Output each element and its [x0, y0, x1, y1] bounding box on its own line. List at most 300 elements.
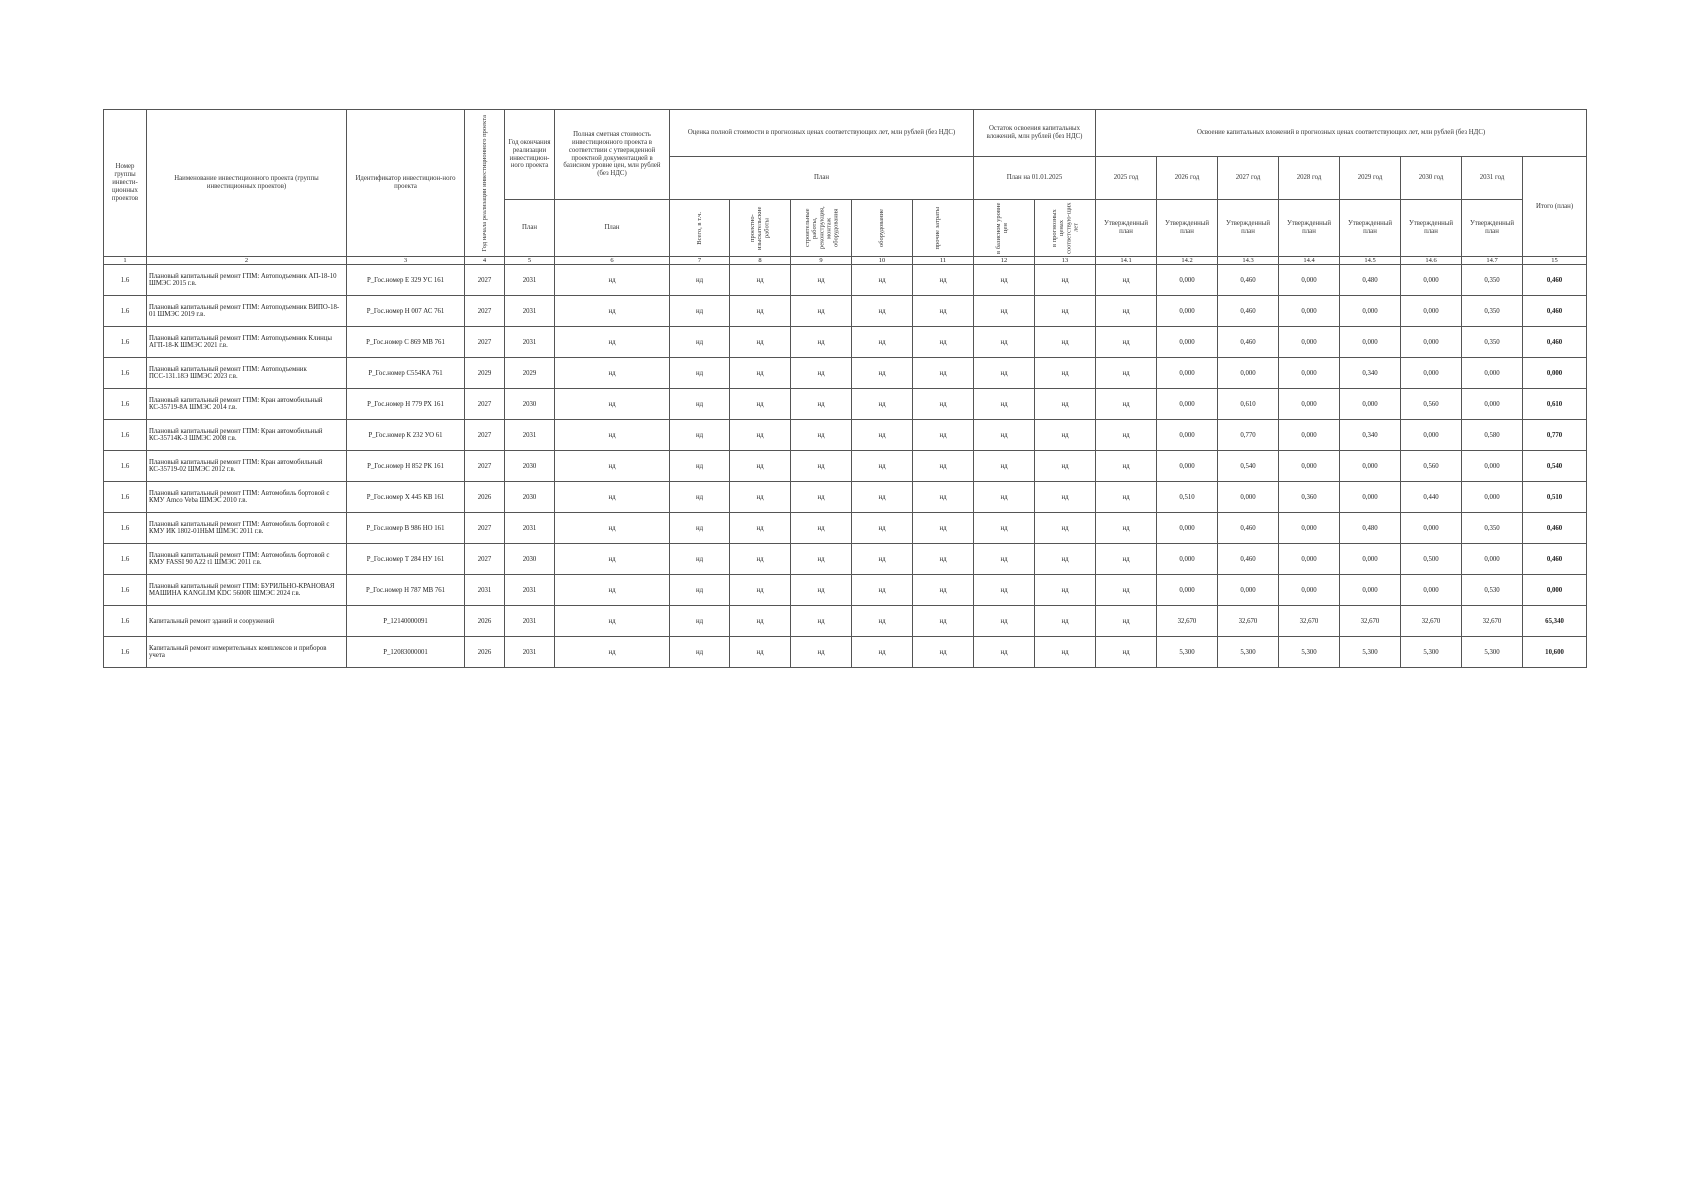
start-year-cell: 2026 [465, 606, 505, 637]
end-year-cell: 2031 [505, 296, 555, 327]
header-year-2028: 2028 год [1279, 157, 1340, 200]
estimate-cell: нд [791, 451, 852, 482]
year-2025-cell: нд [1096, 606, 1157, 637]
full-cost-cell: нд [555, 265, 670, 296]
estimate-cell: нд [670, 420, 730, 451]
year-value-cell: 0,000 [1340, 544, 1401, 575]
year-value-cell: 0,460 [1218, 327, 1279, 358]
year-value-cell: 0,000 [1279, 358, 1340, 389]
estimate-cell: нд [730, 637, 791, 668]
header-sub-forecast [1035, 200, 1096, 257]
project-name-cell: Капитальный ремонт измерительных комплексов и приборов учета [147, 637, 347, 668]
estimate-cell: нд [791, 606, 852, 637]
group-number-cell: 1.6 [104, 327, 147, 358]
start-year-cell: 2026 [465, 637, 505, 668]
year-value-cell: 0,000 [1157, 327, 1218, 358]
end-year-cell: 2030 [505, 544, 555, 575]
column-number-row [104, 257, 1587, 265]
column-number: 14.5 [1340, 257, 1401, 265]
header-remaining: Остаток освоения капитальных вложений, млн рублей (без НДС) [974, 110, 1096, 157]
end-year-cell: 2031 [505, 637, 555, 668]
project-name-cell: Плановый капитальный ремонт ГПМ: Кран автомобильный КС-35719-02 ШМЭС 2012 г.в. [147, 451, 347, 482]
group-number-cell: 1.6 [104, 451, 147, 482]
end-year-cell: 2030 [505, 451, 555, 482]
table-row [104, 544, 1587, 575]
year-value-cell: 0,000 [1279, 327, 1340, 358]
table-row [104, 420, 1587, 451]
year-value-cell: 0,000 [1279, 389, 1340, 420]
estimate-cell: нд [852, 575, 913, 606]
estimate-cell: нд [730, 358, 791, 389]
table-row [104, 265, 1587, 296]
estimate-cell: нд [730, 482, 791, 513]
year-value-cell: 0,000 [1340, 575, 1401, 606]
header-project-id: Идентификатор инвестицион-ного проекта [347, 110, 465, 257]
project-id-cell: P_Гос.номер В 986 НО 161 [347, 513, 465, 544]
header-year-2026: 2026 год [1157, 157, 1218, 200]
full-cost-cell: нд [555, 451, 670, 482]
project-id-cell: P_Гос.номер Х 445 КВ 161 [347, 482, 465, 513]
start-year-cell: 2026 [465, 482, 505, 513]
estimate-cell: нд [730, 575, 791, 606]
year-2025-cell: нд [1096, 637, 1157, 668]
group-number-cell: 1.6 [104, 637, 147, 668]
start-year-cell: 2031 [465, 575, 505, 606]
estimate-cell: нд [730, 327, 791, 358]
year-value-cell: 0,360 [1279, 482, 1340, 513]
estimate-cell: нд [730, 296, 791, 327]
year-value-cell: 5,300 [1401, 637, 1462, 668]
estimate-cell: нд [852, 389, 913, 420]
full-cost-cell: нд [555, 296, 670, 327]
remaining-cell: нд [974, 513, 1035, 544]
project-name-cell: Капитальный ремонт зданий и сооружений [147, 606, 347, 637]
header-year-2027: 2027 год [1218, 157, 1279, 200]
year-value-cell: 0,000 [1340, 482, 1401, 513]
start-year-cell: 2027 [465, 265, 505, 296]
estimate-cell: нд [670, 389, 730, 420]
year-value-cell: 0,000 [1157, 544, 1218, 575]
estimate-cell: нд [791, 265, 852, 296]
year-value-cell: 0,770 [1218, 420, 1279, 451]
year-2025-cell: нд [1096, 575, 1157, 606]
header-sub-equipment [852, 200, 913, 257]
year-value-cell: 0,510 [1157, 482, 1218, 513]
year-2025-cell: нд [1096, 420, 1157, 451]
full-cost-cell: нд [555, 389, 670, 420]
end-year-cell: 2030 [505, 482, 555, 513]
table-row [104, 358, 1587, 389]
year-value-cell: 0,000 [1340, 296, 1401, 327]
estimate-cell: нд [791, 544, 852, 575]
estimate-cell: нд [852, 513, 913, 544]
full-cost-cell: нд [555, 327, 670, 358]
remaining-cell: нд [974, 265, 1035, 296]
year-value-cell: 0,000 [1157, 265, 1218, 296]
full-cost-cell: нд [555, 544, 670, 575]
start-year-cell: 2027 [465, 296, 505, 327]
year-value-cell: 0,000 [1279, 420, 1340, 451]
column-number: 2 [147, 257, 347, 265]
project-id-cell: P_Гос.номер Н 787 МВ 761 [347, 575, 465, 606]
year-value-cell: 0,000 [1218, 482, 1279, 513]
header-sub-construction [791, 200, 852, 257]
total-cell: 0,460 [1523, 513, 1587, 544]
total-cell: 0,460 [1523, 265, 1587, 296]
year-value-cell: 0,560 [1401, 451, 1462, 482]
year-value-cell: 0,440 [1401, 482, 1462, 513]
year-value-cell: 0,000 [1279, 296, 1340, 327]
table-row [104, 575, 1587, 606]
header-approved-2028: Утвержденный план [1279, 200, 1340, 257]
year-value-cell: 0,530 [1462, 575, 1523, 606]
estimate-cell: нд [791, 420, 852, 451]
year-value-cell: 0,000 [1401, 513, 1462, 544]
estimate-cell: нд [913, 482, 974, 513]
header-project-name: Наименование инвестиционного проекта (группы инвестиционных проектов) [147, 110, 347, 257]
column-number: 15 [1523, 257, 1587, 265]
start-year-cell: 2027 [465, 420, 505, 451]
remaining-cell: нд [1035, 327, 1096, 358]
year-value-cell: 0,480 [1340, 513, 1401, 544]
project-id-cell: P_Гос.номер С554КА 761 [347, 358, 465, 389]
year-value-cell: 0,000 [1279, 575, 1340, 606]
year-value-cell: 0,000 [1279, 544, 1340, 575]
project-id-cell: P_12083000001 [347, 637, 465, 668]
project-id-cell: P_Гос.номер Н 007 АС 761 [347, 296, 465, 327]
group-number-cell: 1.6 [104, 420, 147, 451]
year-value-cell: 0,000 [1279, 513, 1340, 544]
estimate-cell: нд [670, 265, 730, 296]
column-number: 5 [505, 257, 555, 265]
year-value-cell: 0,560 [1401, 389, 1462, 420]
estimate-cell: нд [913, 606, 974, 637]
remaining-cell: нд [1035, 420, 1096, 451]
header-year-2031: 2031 год [1462, 157, 1523, 200]
start-year-cell: 2027 [465, 513, 505, 544]
year-value-cell: 5,300 [1157, 637, 1218, 668]
header-plan-on-date: План на 01.01.2025 [974, 157, 1096, 200]
remaining-cell: нд [1035, 265, 1096, 296]
total-cell: 0,460 [1523, 544, 1587, 575]
year-value-cell: 0,000 [1401, 358, 1462, 389]
estimate-cell: нд [913, 327, 974, 358]
end-year-cell: 2030 [505, 389, 555, 420]
remaining-cell: нд [974, 482, 1035, 513]
year-2025-cell: нд [1096, 482, 1157, 513]
year-value-cell: 0,460 [1218, 296, 1279, 327]
header-year-2025: 2025 год [1096, 157, 1157, 200]
full-cost-cell: нд [555, 606, 670, 637]
year-2025-cell: нд [1096, 451, 1157, 482]
column-number: 14.1 [1096, 257, 1157, 265]
estimate-cell: нд [730, 420, 791, 451]
year-2025-cell: нд [1096, 358, 1157, 389]
total-cell: 65,340 [1523, 606, 1587, 637]
estimate-cell: нд [730, 265, 791, 296]
remaining-cell: нд [1035, 451, 1096, 482]
year-value-cell: 0,000 [1157, 389, 1218, 420]
project-id-cell: P_Гос.номер Т 284 НУ 161 [347, 544, 465, 575]
estimate-cell: нд [913, 265, 974, 296]
year-value-cell: 0,350 [1462, 265, 1523, 296]
project-id-cell: P_Гос.номер Е 329 УС 161 [347, 265, 465, 296]
estimate-cell: нд [791, 296, 852, 327]
table-row [104, 637, 1587, 668]
remaining-cell: нд [1035, 482, 1096, 513]
column-number: 8 [730, 257, 791, 265]
year-value-cell: 5,300 [1218, 637, 1279, 668]
header-approved-2031: Утвержденный план [1462, 200, 1523, 257]
header-start-year [465, 110, 505, 257]
header-total: Итого (план) [1523, 157, 1587, 257]
year-value-cell: 0,340 [1340, 358, 1401, 389]
year-value-cell: 32,670 [1340, 606, 1401, 637]
estimate-cell: нд [852, 296, 913, 327]
header-year-2029: 2029 год [1340, 157, 1401, 200]
remaining-cell: нд [1035, 575, 1096, 606]
year-2025-cell: нд [1096, 513, 1157, 544]
estimate-cell: нд [852, 327, 913, 358]
year-value-cell: 0,000 [1462, 482, 1523, 513]
end-year-cell: 2031 [505, 606, 555, 637]
start-year-cell: 2027 [465, 327, 505, 358]
total-cell: 0,770 [1523, 420, 1587, 451]
estimate-cell: нд [670, 637, 730, 668]
year-value-cell: 0,350 [1462, 513, 1523, 544]
year-value-cell: 0,000 [1462, 389, 1523, 420]
header-year-2030: 2030 год [1401, 157, 1462, 200]
year-value-cell: 0,580 [1462, 420, 1523, 451]
table-row [104, 296, 1587, 327]
estimate-cell: нд [730, 513, 791, 544]
estimate-cell: нд [670, 513, 730, 544]
remaining-cell: нд [1035, 296, 1096, 327]
estimate-cell: нд [913, 513, 974, 544]
table-row [104, 606, 1587, 637]
year-value-cell: 32,670 [1279, 606, 1340, 637]
end-year-cell: 2031 [505, 265, 555, 296]
estimate-cell: нд [852, 637, 913, 668]
project-name-cell: Плановый капитальный ремонт ГПМ: Автоподъемник ПСС-131.18Э ШМЭС 2023 г.в. [147, 358, 347, 389]
header-sub-other [913, 200, 974, 257]
column-number: 14.3 [1218, 257, 1279, 265]
project-name-cell: Плановый капитальный ремонт ГПМ: Автомобиль бортовой с КМУ Amco Veba ШМЭС 2010 г.в. [147, 482, 347, 513]
project-id-cell: P_12140000091 [347, 606, 465, 637]
estimate-cell: нд [913, 575, 974, 606]
estimate-cell: нд [852, 482, 913, 513]
estimate-cell: нд [852, 606, 913, 637]
group-number-cell: 1.6 [104, 265, 147, 296]
total-cell: 0,460 [1523, 327, 1587, 358]
remaining-cell: нд [974, 389, 1035, 420]
remaining-cell: нд [1035, 358, 1096, 389]
remaining-cell: нд [974, 327, 1035, 358]
year-value-cell: 0,000 [1401, 420, 1462, 451]
header-sub-other-text: прочие затраты [934, 206, 941, 250]
remaining-cell: нд [1035, 389, 1096, 420]
estimate-cell: нд [913, 358, 974, 389]
estimate-cell: нд [791, 575, 852, 606]
remaining-cell: нд [1035, 606, 1096, 637]
year-value-cell: 0,460 [1218, 544, 1279, 575]
year-2025-cell: нд [1096, 327, 1157, 358]
year-value-cell: 0,000 [1340, 389, 1401, 420]
year-2025-cell: нд [1096, 265, 1157, 296]
table-row [104, 327, 1587, 358]
year-value-cell: 0,000 [1462, 358, 1523, 389]
header-end-year: Год окончания реализации инвестицион-ного проекта [505, 110, 555, 200]
table-row [104, 451, 1587, 482]
total-cell: 0,540 [1523, 451, 1587, 482]
year-value-cell: 32,670 [1157, 606, 1218, 637]
year-value-cell: 0,480 [1340, 265, 1401, 296]
remaining-cell: нд [974, 420, 1035, 451]
table-row [104, 482, 1587, 513]
year-value-cell: 0,000 [1401, 296, 1462, 327]
end-year-cell: 2031 [505, 327, 555, 358]
start-year-cell: 2027 [465, 544, 505, 575]
group-number-cell: 1.6 [104, 544, 147, 575]
project-name-cell: Плановый капитальный ремонт ГПМ: Кран автомобильный КС-35714К-3 ШМЭС 2008 г.в. [147, 420, 347, 451]
remaining-cell: нд [974, 544, 1035, 575]
remaining-cell: нд [974, 451, 1035, 482]
column-number: 14.4 [1279, 257, 1340, 265]
year-value-cell: 32,670 [1401, 606, 1462, 637]
column-number: 14.6 [1401, 257, 1462, 265]
header-sub-design [730, 200, 791, 257]
year-value-cell: 0,000 [1157, 451, 1218, 482]
total-cell: 0,000 [1523, 575, 1587, 606]
full-cost-cell: нд [555, 358, 670, 389]
header-approved-2029: Утвержденный план [1340, 200, 1401, 257]
year-value-cell: 0,000 [1340, 327, 1401, 358]
project-id-cell: P_Гос.номер Н 779 РХ 161 [347, 389, 465, 420]
full-cost-cell: нд [555, 513, 670, 544]
estimate-cell: нд [913, 420, 974, 451]
project-id-cell: P_Гос.номер К 232 УО 61 [347, 420, 465, 451]
total-cell: 0,610 [1523, 389, 1587, 420]
header-start-year-text: Год начала реализации инвестиционного проекта [480, 114, 488, 252]
header-estimate: Оценка полной стоимости в прогнозных ценах соответствующих лет, млн рублей (без НДС) [670, 110, 974, 157]
year-2025-cell: нд [1096, 296, 1157, 327]
year-2025-cell: нд [1096, 389, 1157, 420]
year-value-cell: 32,670 [1218, 606, 1279, 637]
end-year-cell: 2031 [505, 420, 555, 451]
total-cell: 0,000 [1523, 358, 1587, 389]
estimate-cell: нд [913, 389, 974, 420]
header-full-cost-plan: План [555, 200, 670, 257]
header-approved-2025: Утвержденный план [1096, 200, 1157, 257]
column-number: 10 [852, 257, 913, 265]
year-value-cell: 0,000 [1401, 265, 1462, 296]
project-name-cell: Плановый капитальный ремонт ГПМ: Кран автомобильный КС-35719-8А ШМЭС 2014 г.в. [147, 389, 347, 420]
full-cost-cell: нд [555, 575, 670, 606]
remaining-cell: нд [974, 296, 1035, 327]
column-number: 12 [974, 257, 1035, 265]
estimate-cell: нд [791, 327, 852, 358]
estimate-cell: нд [791, 482, 852, 513]
project-name-cell: Плановый капитальный ремонт ГПМ: Автоподъемник АП-18-10 ШМЭС 2015 г.в. [147, 265, 347, 296]
header-mastering: Освоение капитальных вложений в прогнозных ценах соответствующих лет, млн рублей (без НДС) [1096, 110, 1587, 157]
year-value-cell: 5,300 [1340, 637, 1401, 668]
project-id-cell: P_Гос.номер Н 852 РК 161 [347, 451, 465, 482]
year-value-cell: 0,000 [1279, 265, 1340, 296]
remaining-cell: нд [974, 575, 1035, 606]
header-sub-equipment-text: оборудование [878, 208, 886, 248]
header-estimate-plan: План [670, 157, 974, 200]
estimate-cell: нд [791, 637, 852, 668]
estimate-cell: нд [913, 637, 974, 668]
remaining-cell: нд [1035, 513, 1096, 544]
estimate-cell: нд [791, 358, 852, 389]
header-approved-2030: Утвержденный план [1401, 200, 1462, 257]
column-number: 4 [465, 257, 505, 265]
header-full-cost: Полная сметная стоимость инвестиционного проекта в соответствии с утвержденной проектной документацией в базисном уровне цен, млн рублей (без НДС) [555, 110, 670, 200]
start-year-cell: 2029 [465, 358, 505, 389]
year-value-cell: 0,000 [1462, 544, 1523, 575]
group-number-cell: 1.6 [104, 575, 147, 606]
estimate-cell: нд [670, 482, 730, 513]
investment-table [103, 109, 1587, 668]
full-cost-cell: нд [555, 482, 670, 513]
remaining-cell: нд [1035, 637, 1096, 668]
investment-table-sheet [103, 109, 1587, 668]
estimate-cell: нд [670, 575, 730, 606]
year-value-cell: 32,670 [1462, 606, 1523, 637]
group-number-cell: 1.6 [104, 513, 147, 544]
year-value-cell: 0,340 [1340, 420, 1401, 451]
year-value-cell: 0,000 [1157, 513, 1218, 544]
column-number: 1 [104, 257, 147, 265]
year-value-cell: 0,000 [1401, 575, 1462, 606]
remaining-cell: нд [1035, 544, 1096, 575]
table-row [104, 513, 1587, 544]
total-cell: 10,600 [1523, 637, 1587, 668]
header-sub-forecast-text: в прогнозных ценах соответствую-щих лет [1051, 202, 1080, 254]
end-year-cell: 2031 [505, 575, 555, 606]
year-value-cell: 0,000 [1218, 358, 1279, 389]
group-number-cell: 1.6 [104, 296, 147, 327]
header-approved-2027: Утвержденный план [1218, 200, 1279, 257]
estimate-cell: нд [852, 265, 913, 296]
full-cost-cell: нд [555, 637, 670, 668]
project-name-cell: Плановый капитальный ремонт ГПМ: БУРИЛЬНО-КРАНОВАЯ МАШИНА KANGLIM KDC 5600R ШМЭС 2024 г.в. [147, 575, 347, 606]
year-value-cell: 0,000 [1340, 451, 1401, 482]
year-value-cell: 0,460 [1218, 513, 1279, 544]
year-value-cell: 0,000 [1279, 451, 1340, 482]
year-value-cell: 5,300 [1279, 637, 1340, 668]
estimate-cell: нд [730, 451, 791, 482]
project-name-cell: Плановый капитальный ремонт ГПМ: Автоподъемник Клинцы АГП-18-К ШМЭС 2021 г.в. [147, 327, 347, 358]
project-name-cell: Плановый капитальный ремонт ГПМ: Автомобиль бортовой с КМУ ИК 1802-01НЬМ ШМЭС 2011 г.в. [147, 513, 347, 544]
year-2025-cell: нд [1096, 544, 1157, 575]
year-value-cell: 0,610 [1218, 389, 1279, 420]
table-body [104, 265, 1587, 668]
header-sub-basis [974, 200, 1035, 257]
start-year-cell: 2027 [465, 451, 505, 482]
header-approved-2026: Утвержденный план [1157, 200, 1218, 257]
estimate-cell: нд [852, 358, 913, 389]
year-value-cell: 0,540 [1218, 451, 1279, 482]
project-id-cell: P_Гос.номер С 869 МВ 761 [347, 327, 465, 358]
column-number: 3 [347, 257, 465, 265]
header-sub-basis-text: в базисном уровне цен [995, 202, 1010, 254]
group-number-cell: 1.6 [104, 482, 147, 513]
year-value-cell: 0,350 [1462, 296, 1523, 327]
remaining-cell: нд [974, 606, 1035, 637]
project-name-cell: Плановый капитальный ремонт ГПМ: Автоподъемник ВИПО-18-01 ШМЭС 2019 г.в. [147, 296, 347, 327]
